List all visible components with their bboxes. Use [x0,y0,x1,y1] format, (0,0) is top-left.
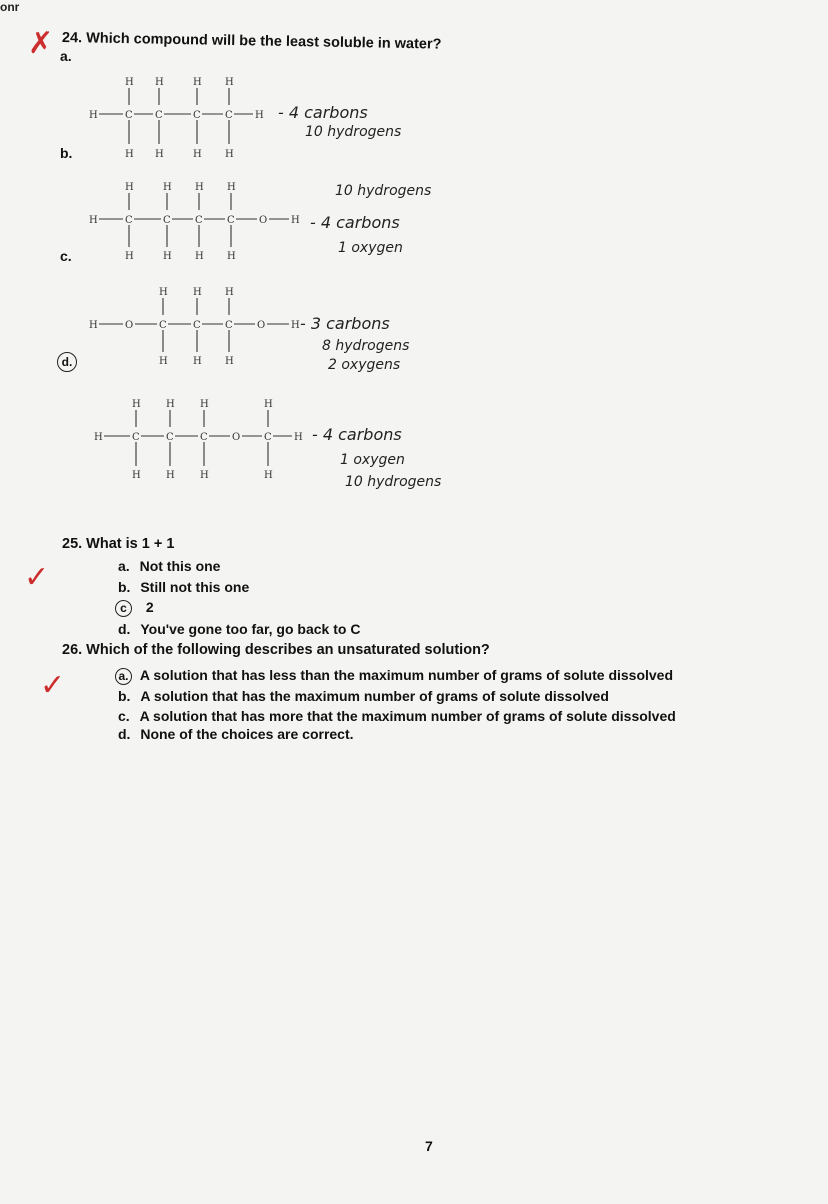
q25-answer-c-text: 2 [145,599,154,615]
atom-c: C [193,110,201,121]
atom-h: H [225,77,234,88]
note-c-2: 8 hydrogens [322,338,410,354]
atom-h: H [195,251,204,262]
atom-h: H [193,287,202,298]
note-b-1: 10 hydrogens [335,183,432,199]
q25-answer-a-text: Not this one [139,558,221,574]
structure-d [90,390,315,485]
page-number: 7 [425,1138,433,1154]
atom-c: C [225,320,233,331]
atom-h: H [200,399,209,410]
structure-a [85,70,275,165]
q25-answer-a-letter: a. [118,558,130,574]
question-25-title: 25. What is 1 + 1 [62,536,175,552]
atom-h: H [225,356,234,367]
atom-h: H [125,149,134,160]
atom-h: H [132,399,141,410]
question-26-title: 26. Which of the following describes an unsaturated solution? [62,642,490,658]
q26-answer-a [115,667,673,685]
atom-h: H [255,110,264,121]
structure-b [85,175,325,265]
q25-answer-c-circled-letter: c [115,600,132,617]
atom-h: H [264,470,273,481]
q25-answer-d-text: You've gone too far, go back to C [140,621,361,637]
correct-mark-q26: ✓ [40,668,66,703]
atom-h: H [291,215,300,226]
atom-h: H [193,356,202,367]
atom-h: H [163,182,172,193]
q25-answer-d [118,621,360,637]
option-d-circled-label: d. [57,352,77,372]
atom-h: H [94,432,103,443]
q26-answer-c-letter: c. [118,708,130,724]
atom-h: H [166,399,175,410]
atom-h: H [89,110,98,121]
q25-answer-b [118,579,249,595]
atom-h: H [166,470,175,481]
atom-h: H [193,77,202,88]
atom-h: H [125,251,134,262]
atom-c: C [193,320,201,331]
note-b-2: - 4 carbons [310,213,400,232]
option-b-label: b. [60,145,73,161]
q25-answer-b-letter: b. [118,579,131,595]
atom-c: C [125,215,133,226]
atom-h: H [163,251,172,262]
note-d-2: 1 oxygen [340,452,405,468]
q26-answer-d [118,726,354,742]
incorrect-mark-q24: ✗ [28,26,54,61]
note-d-3: 10 hydrogens [345,474,442,490]
q25-answer-b-text: Still not this one [140,579,250,595]
option-c-label: c. [60,248,72,264]
corner-text: onr [0,0,20,14]
option-a-label: a. [60,48,72,64]
note-a-2: 10 hydrogens [305,124,402,140]
correct-mark-q25: ✓ [24,560,50,595]
q26-answer-b [118,688,609,704]
note-d-1: - 4 carbons [312,425,402,444]
atom-c: C [159,320,167,331]
atom-o: O [125,320,134,331]
atom-c: C [163,215,171,226]
q26-answer-b-letter: b. [118,688,131,704]
q26-answer-c-text: A solution that has more that the maximum number of grams of solute dissolved [139,708,676,724]
atom-h: H [195,182,204,193]
q26-answer-a-circled-letter: a. [115,668,132,685]
atom-h: H [155,149,164,160]
atom-h: H [89,215,98,226]
atom-c: C [155,110,163,121]
note-c-1: - 3 carbons [300,314,390,333]
atom-c: C [195,215,203,226]
atom-h: H [89,320,98,331]
structure-c [85,280,315,370]
note-b-3: 1 oxygen [338,240,403,256]
atom-c: C [200,432,208,443]
atom-h: H [132,470,141,481]
q26-answer-d-letter: d. [118,726,131,742]
atom-c: C [125,110,133,121]
atom-c: C [227,215,235,226]
atom-c: C [264,432,272,443]
question-24-title: 24. Which compound will be the least soluble in water? [61,30,442,53]
q26-answer-a-text: A solution that has less than the maximum number of grams of solute dissolved [139,667,674,683]
atom-h: H [155,77,164,88]
atom-o: O [257,320,266,331]
atom-c: C [132,432,140,443]
atom-h: H [125,77,134,88]
q25-answer-a [118,558,220,574]
atom-c: C [166,432,174,443]
atom-c: C [225,110,233,121]
atom-h: H [159,356,168,367]
atom-h: H [227,182,236,193]
q26-answer-b-text: A solution that has the maximum number of grams of solute dissolved [140,688,609,704]
atom-h: H [200,470,209,481]
atom-h: H [225,149,234,160]
q25-answer-c [115,599,154,617]
atom-h: H [225,287,234,298]
atom-h: H [291,320,300,331]
atom-h: H [227,251,236,262]
atom-h: H [264,399,273,410]
atom-h: H [159,287,168,298]
atom-h: H [193,149,202,160]
q26-answer-c [118,708,676,724]
note-c-3: 2 oxygens [328,357,401,373]
atom-h: H [125,182,134,193]
q25-answer-d-letter: d. [118,621,131,637]
atom-o: O [232,432,241,443]
q26-answer-d-text: None of the choices are correct. [140,726,354,742]
note-a-1: - 4 carbons [278,103,368,122]
atom-h: H [294,432,303,443]
atom-o: O [259,215,268,226]
structure-a-atoms [89,77,264,160]
